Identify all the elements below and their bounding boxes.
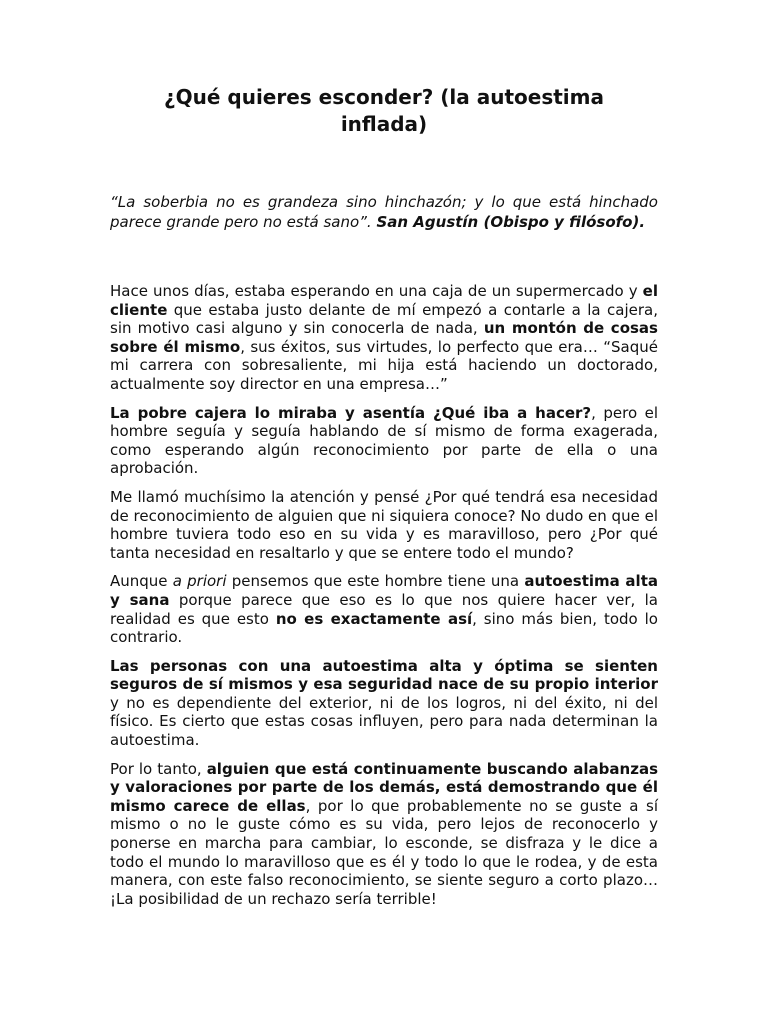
paragraph-3-text: Me llamó muchísimo la atención y pensé ¿Por qué tendrá esa necesidad de reconocimiento de alguien que ni siquiera conoce? No dudo en que el hombre tuviera todo eso en su vida y es maravilloso, pero ¿Por qué tanta necesidad en resaltarlo y que se entere todo el mundo? [110, 487, 658, 562]
paragraph-1-bold: el cliente [110, 282, 658, 319]
document-title: ¿Qué quieres esconder? (la autoestima inflada) [164, 85, 604, 136]
paragraph-4-text: pensemos que este hombre tiene una [226, 572, 525, 591]
paragraph-1-text: , sus éxitos, sus virtudes, lo perfecto que era… “Saqué mi carrera con sobresaliente, mi hija está haciendo un doctorado, actualmente soy director en una empresa…” [110, 337, 658, 393]
quote-text: “La soberbia no es grandeza sino hinchazón; y lo que está hinchado parece grande pero no está sano”. [110, 193, 658, 231]
paragraph-2-text: , pero el hombre seguía y seguía hablando de sí mismo de forma exagerada, como esperando algún reconocimiento por parte de ella o una aprobación. [110, 403, 658, 478]
paragraph-4-text: Aunque [110, 572, 173, 591]
paragraph-1 [110, 282, 658, 394]
paragraph-1-text: que estaba justo delante de mí empezó a contarle a la cajera, sin motivo casi alguno y sin conocerla de nada, [110, 300, 658, 338]
paragraph-5-text: y no es dependiente del exterior, ni de los logros, ni del éxito, ni del físico. Es cierto que estas cosas influyen, pero para nada determinan la autoestima. [110, 693, 658, 750]
paragraph-4-bold: autoestima alta y sana [110, 572, 658, 609]
paragraph-6-bold: alguien que está continuamente buscando alabanzas y valoraciones por parte de los demás, está demostrando que él mismo carece de ellas [110, 759, 659, 815]
paragraph-1-text: Hace unos días, estaba esperando en una caja de un supermercado y [110, 282, 643, 300]
paragraph-1-bold: un montón de cosas sobre él mismo [110, 319, 658, 356]
quote-author: San Agustín (Obispo y filósofo). [376, 213, 646, 231]
paragraph-6 [110, 760, 658, 909]
paragraph-4-text: porque parece que eso es lo que nos quiere hacer ver, la realidad es que esto [110, 590, 658, 628]
epigraph-quote [110, 192, 658, 232]
paragraph-6-text: , por lo que probablemente no se guste a sí mismo o no le guste cómo es su vida, pero lejos de reconocerlo y ponerse en marcha para cambiar, lo esconde, se disfraza y le dice a todo el mundo lo maravilloso que es él y todo lo que le rodea, y de esta manera, con este falso reconocimiento, se siente seguro a corto plazo… ¡La posibilidad de un rechazo sería terrible! [110, 796, 658, 908]
paragraph-4-bold: no es exactamente así [275, 609, 473, 628]
paragraph-5 [110, 657, 658, 750]
paragraph-2 [110, 404, 658, 478]
paragraph-2-bold: La pobre cajera lo miraba y asentía ¿Qué iba a hacer? [110, 403, 592, 422]
paragraph-4-text: , sino más bien, todo lo contrario. [110, 609, 658, 647]
paragraph-5-bold: Las personas con una autoestima alta y óptima se sienten seguros de sí mismos y esa seguridad nace de su propio interior [110, 656, 658, 694]
paragraph-6-text: Por lo tanto, [110, 759, 207, 778]
paragraph-4 [110, 572, 658, 646]
paragraph-3 [110, 488, 658, 562]
paragraph-4-italic: a priori [172, 572, 227, 591]
document-page [110, 84, 658, 918]
